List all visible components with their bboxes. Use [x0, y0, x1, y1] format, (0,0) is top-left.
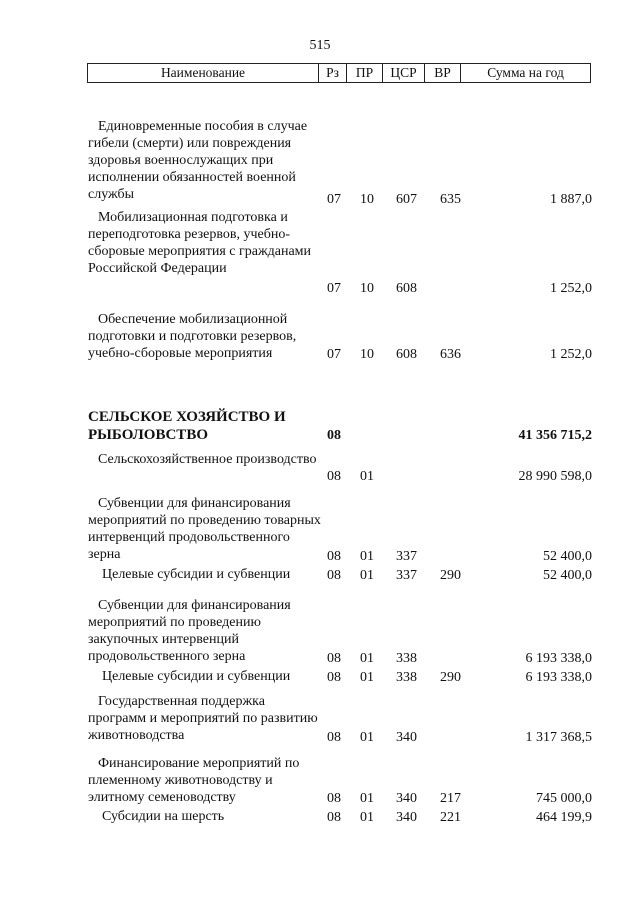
row-pr: 01 [360, 730, 374, 745]
row-rz: 08 [327, 428, 341, 443]
table-row [0, 597, 640, 667]
row-csr: 337 [396, 549, 417, 564]
table-row [0, 668, 640, 686]
table-row [0, 566, 640, 584]
row-vr: 217 [440, 791, 461, 806]
table-row [0, 451, 640, 485]
header-pr: ПР [347, 64, 383, 82]
row-pr: 01 [360, 469, 374, 484]
row-rz: 07 [327, 347, 341, 362]
row-vr: 290 [440, 670, 461, 685]
row-sum: 1 252,0 [550, 347, 592, 362]
row-csr: 340 [396, 791, 417, 806]
header-csr: ЦСР [383, 64, 425, 82]
header-sum: Сумма на год [487, 65, 564, 80]
row-vr: 636 [440, 347, 461, 362]
row-sum: 52 400,0 [543, 568, 592, 583]
row-pr: 01 [360, 549, 374, 564]
row-name: Субвенции для финансирования мероприятий по проведению товарных интервенций продовольственного зерна [88, 496, 321, 562]
header-name: Наименование [88, 64, 319, 82]
row-sum: 1 252,0 [550, 281, 592, 296]
row-csr: 340 [396, 730, 417, 745]
row-pr: 01 [360, 810, 374, 825]
row-name: Единовременные пособия в случае гибели (смерти) или повреждения здоровья военнослужащих при исполнении обязанностей военной службы [88, 119, 308, 202]
table-row [0, 118, 640, 208]
row-rz: 08 [327, 791, 341, 806]
row-name: Мобилизационная подготовка и переподготовка резервов, учебно-сборовые мероприятия с гражданами Российской Федерации [88, 210, 312, 276]
row-pr: 10 [360, 192, 374, 207]
row-rz: 08 [327, 568, 341, 583]
table-row [0, 693, 640, 746]
row-rz: 07 [327, 281, 341, 296]
row-sum: 6 193 338,0 [525, 670, 592, 685]
row-name: Финансирование мероприятий по племенному животноводству и элитному семеноводству [88, 756, 300, 805]
row-name: Целевые субсидии и субвенции [102, 669, 291, 684]
table-row [0, 209, 640, 297]
row-pr: 10 [360, 347, 374, 362]
table-row [0, 311, 640, 363]
table-row [0, 755, 640, 807]
row-rz: 08 [327, 469, 341, 484]
row-pr: 01 [360, 670, 374, 685]
row-sum: 41 356 715,2 [518, 428, 592, 443]
header-vr: ВР [425, 64, 461, 82]
row-rz: 08 [327, 670, 341, 685]
row-vr: 221 [440, 810, 461, 825]
row-csr: 337 [396, 568, 417, 583]
row-sum: 1 887,0 [550, 192, 592, 207]
row-name: Государственная поддержка программ и мероприятий по развитию животноводства [88, 694, 318, 743]
row-sum: 1 317 368,5 [525, 730, 592, 745]
row-csr: 340 [396, 810, 417, 825]
row-rz: 08 [327, 810, 341, 825]
section-title: СЕЛЬСКОЕ ХОЗЯЙСТВО И РЫБОЛОВСТВО [88, 409, 286, 443]
row-rz: 07 [327, 192, 341, 207]
row-csr: 608 [396, 281, 417, 296]
table-row-section [0, 408, 640, 444]
row-sum: 6 193 338,0 [525, 651, 592, 666]
row-pr: 01 [360, 651, 374, 666]
row-csr: 607 [396, 192, 417, 207]
row-pr: 01 [360, 568, 374, 583]
row-csr: 338 [396, 651, 417, 666]
row-pr: 01 [360, 791, 374, 806]
row-vr: 635 [440, 192, 461, 207]
row-sum: 745 000,0 [536, 791, 592, 806]
row-csr: 338 [396, 670, 417, 685]
table-row [0, 808, 640, 826]
row-vr: 290 [440, 568, 461, 583]
row-sum: 28 990 598,0 [518, 469, 592, 484]
row-sum: 52 400,0 [543, 549, 592, 564]
row-name: Субсидии на шерсть [102, 809, 225, 824]
row-name: Обеспечение мобилизационной подготовки и подготовки резервов, учебно-сборовые мероприятия [88, 312, 297, 361]
row-name: Субвенции для финансирования мероприятий по проведению закупочных интервенций продовольственного зерна [88, 598, 291, 664]
row-sum: 464 199,9 [536, 810, 592, 825]
row-pr: 10 [360, 281, 374, 296]
page-number: 515 [309, 38, 331, 53]
row-name: Сельскохозяйственное производство [98, 452, 317, 467]
header-rz: Рз [319, 64, 347, 82]
table-header [87, 63, 591, 83]
row-rz: 08 [327, 730, 341, 745]
row-csr: 608 [396, 347, 417, 362]
row-rz: 08 [327, 651, 341, 666]
table-row [0, 495, 640, 565]
row-name: Целевые субсидии и субвенции [102, 567, 291, 582]
row-rz: 08 [327, 549, 341, 564]
